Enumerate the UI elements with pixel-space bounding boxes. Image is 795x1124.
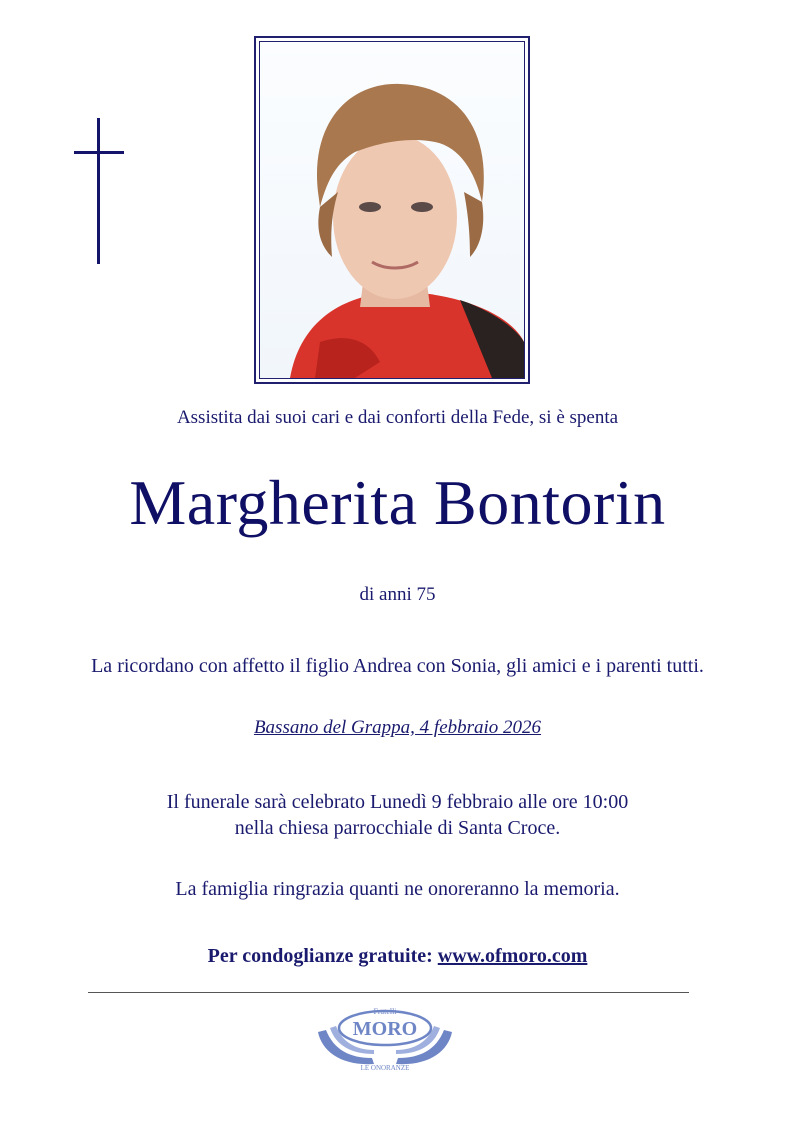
deceased-name: Margherita Bontorin (129, 467, 666, 538)
place-date-line (0, 717, 795, 739)
cross-icon (74, 118, 124, 264)
age-text: di anni 75 (359, 584, 436, 605)
intro-text: Assistita dai suoi cari e dai conforti della Fede, si è spenta (176, 407, 619, 428)
logo-top-text: Fratelli (373, 1007, 397, 1016)
logo-main-text: MORO (352, 1018, 418, 1040)
funeral-line-1: Il funerale sarà celebrato Lunedì 9 febbraio alle ore 10:00 (166, 791, 629, 813)
fratelli-moro-logo (312, 1006, 458, 1074)
portrait-illustration (260, 42, 524, 378)
remembered-by-text: La ricordano con affetto il figlio Andrea con Sonia, gli amici e i parenti tutti. (91, 655, 704, 677)
divider-line (88, 992, 689, 993)
funeral-line-2: nella chiesa parrocchiale di Santa Croce. (234, 817, 561, 839)
place-date-text: Bassano del Grappa, 4 febbraio 2026 (253, 717, 542, 738)
portrait-photo (254, 36, 530, 384)
thanks-text: La famiglia ringrazia quanti ne onoreranno la memoria. (175, 878, 620, 900)
logo-bottom-text: LE ONORANZE (360, 1064, 410, 1072)
condolences-line (0, 945, 795, 968)
condolences-label: Per condoglianze gratuite: (207, 945, 433, 967)
condolences-link[interactable]: www.ofmoro.com (437, 945, 588, 967)
